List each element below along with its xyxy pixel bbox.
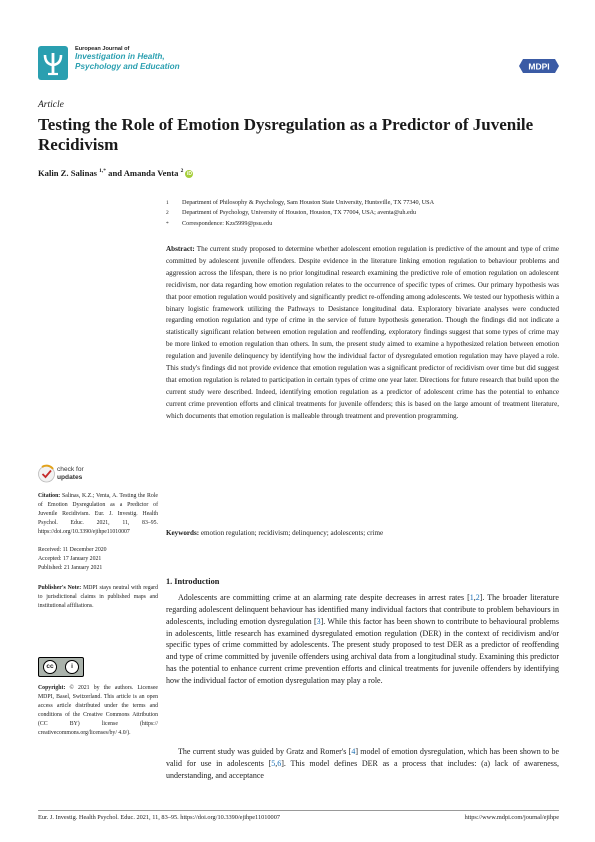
citation-link[interactable]: 2 — [475, 593, 480, 602]
footer-journal-url[interactable]: https://www.mdpi.com/journal/ejihpe — [464, 814, 559, 821]
affiliation-mark: 1 — [166, 200, 169, 206]
affiliation-mark: 2 — [166, 210, 169, 216]
citation-link[interactable]: 5 — [271, 758, 276, 768]
article-title: Testing the Role of Emotion Dysregulation as a Predictor of Juvenile Recidivism — [38, 115, 534, 154]
paragraph-text: ]. The broader literature regarding adolescent delinquent behaviour has identified many individual factors that contribute to problem behaviours in adolescents, including emotion dysregulation [ — [166, 593, 559, 626]
author-name[interactable]: Kalin Z. Salinas — [38, 168, 97, 178]
copyright-text: © 2021 by the authors. Licensee MDPI, Basel, Switzerland. This article is an open access article distributed under the terms and conditions of the Creative Commons Attribution (CC BY) license (https:// creativecommons.org/licenses/by/ 4.0/). — [38, 685, 158, 736]
keywords-text: emotion regulation; recidivism; delinquency; adolescents; crime — [200, 529, 384, 537]
publisher-note — [38, 584, 158, 611]
journal-name-line1: Investigation in Health, — [75, 52, 165, 62]
paragraph-text: Adolescents are committing crime at an alarming rate despite decreases in arrest rates [ — [178, 593, 470, 602]
correspondence-mark: * — [166, 221, 169, 227]
author-affiliation-mark: 2 — [180, 168, 184, 175]
copyright-block — [38, 684, 158, 737]
author-name[interactable]: Amanda Venta — [123, 168, 179, 178]
footer-divider — [38, 810, 559, 811]
journal-name-line2: Psychology and Education — [75, 61, 180, 71]
journal-logo-icon — [38, 46, 68, 80]
abstract-label: Abstract: — [166, 245, 195, 253]
received-date: Received: 11 December 2020 — [38, 547, 107, 553]
cc-icon: cc — [43, 660, 57, 674]
journal-name-small: European Journal of — [75, 46, 130, 52]
mdpi-logo-text: MDPI — [528, 61, 550, 72]
cc-by-icon: i — [65, 660, 79, 674]
check-for-updates-line1: check for — [57, 466, 84, 473]
citation-label: Citation: — [38, 493, 61, 499]
published-date: Published: 21 January 2021 — [38, 564, 103, 571]
check-for-updates-line2: updates — [57, 474, 83, 481]
cc-by-license-badge[interactable] — [38, 657, 84, 677]
affiliation-text: Department of Psychology, University of Houston, Houston, TX 77004, USA; aventa@uh.edu — [182, 209, 416, 216]
copyright-label: Copyright: — [38, 685, 66, 691]
author-conjunction: and — [106, 168, 124, 178]
author-affiliation-mark: 1,* — [99, 168, 107, 175]
journal-name — [75, 46, 180, 71]
check-for-updates-text — [57, 466, 84, 482]
paragraph-text: ]. This model defines DER as a process that includes: (a) lack of awareness, understanding, and acceptance — [166, 758, 559, 780]
correspondence-text[interactable]: Correspondence: Kzs5999@psu.edu — [182, 220, 273, 227]
section-heading-introduction: 1. Introduction — [166, 577, 220, 586]
check-for-updates-icon — [38, 464, 55, 484]
affiliation-text: Department of Philosophy & Psychology, Sam Houston State University, Huntsville, TX 77340, USA — [182, 199, 435, 206]
paragraph-text: ]. While this factor has been shown to contribute to behavioural problems in adolescents, little research has examined dysregulated emotion regulation (DER) in the context of recidivism and/or specific types of crime committed by adolescents. The present study proposed to test DER as a predictor of reoffending and type of crime committed by juvenile offenders using archival data from a longitudinal study. Examining this predictor has the potential to enhance current crime prevention efforts and clinical treatments for juvenile offenders by identifying how the individual factor of emotion dysregulation may play a role. — [166, 616, 559, 685]
author-list — [38, 168, 193, 178]
accepted-date: Accepted: 17 January 2021 — [38, 555, 102, 562]
abstract-text: The current study proposed to determine whether adolescent emotion regulation is predictive of the amount and type of crime committed by adolescent juvenile offenders. Despite evidence in the literature linking emotion regulation to behaviour problems and aggression across the lifespan, there is no prior longitudinal research examining the predictive role of emotion regulation on adolescent recidivism, nor data regarding how emotion regulation relates to the occurrence of specific types of crimes. Our primary hypothesis was that poor emotion regulation would positively and significantly predict re-offending among adolescents. We tested our hypothesis within a binary logistic framework utilizing the Pathways to Desistance longitudinal data. Exploratory bivariate analyses were conducted regarding emotion regulation and type of crime in the service of future hypothesis generation. Though the findings did not indicate a statistically significant relation between emotion regulation and reoffending, exploratory findings suggest that some types of crime may be more linked to emotion regulation than others. In sum, the present study aimed to examine a hypothesized relation between emotion regulation and juvenile delinquency by identifying how the individual factor of dysregulated emotion regulation may have played a role. This study's findings did not provide evidence that emotion regulation was a significant predictor of recidivism over time but did suggest that emotion regulation is related to participation in certain types of crime one year later. Directions for future research that build upon the current study were described. Indeed, identifying emotion regulation as a predictor of adolescent crime has the potential to enhance current crime prevention efforts and clinical treatments for juvenile offenders; this is based on the large amount of treatment literature, which documents that emotion regulation is malleable through treatment and prevention programming. — [166, 245, 559, 420]
keywords — [166, 529, 559, 537]
paragraph-text: The current study was guided by Gratz and Romer's [ — [178, 747, 352, 756]
citation-block — [38, 492, 158, 537]
keywords-label: Keywords: — [166, 529, 200, 537]
article-type: Article — [38, 100, 64, 110]
paragraph-text: , — [275, 758, 278, 768]
citation-link[interactable]: 3 — [316, 616, 321, 626]
paragraph-text: ] model of emotion dysregulation, which has been shown to be valid for use in adolescents [ — [166, 747, 559, 768]
abstract — [166, 244, 559, 423]
publisher-note-label: Publisher's Note: — [38, 585, 82, 591]
intro-paragraph-1 — [166, 592, 559, 687]
citation-link[interactable]: 1 — [469, 593, 474, 602]
footer-citation[interactable]: Eur. J. Investig. Health Psychol. Educ. 2021, 11, 83–95. https://doi.org/10.3390/ejihpe11010007 — [38, 814, 281, 821]
mdpi-logo-icon — [519, 57, 559, 75]
citation-link[interactable]: 6 — [277, 758, 282, 768]
orcid-icon[interactable]: iD — [186, 171, 192, 178]
citation-text[interactable]: Salinas, K.Z.; Venta, A. Testing the Role of Emotion Dysregulation as a Predictor of Juvenile Recidivism. Eur. J. Investig. Health Psychol. Educ. 2021, 11, 83–95. https://doi.org/10.3390/ejihpe11010007 — [38, 493, 158, 535]
paragraph-text: , — [473, 593, 476, 602]
intro-paragraph-2 — [166, 746, 559, 782]
publisher-note-text: MDPI stays neutral with regard to jurisdictional claims in published maps and institutional affiliations. — [38, 585, 159, 609]
check-for-updates-button[interactable] — [38, 464, 100, 486]
citation-link[interactable]: 4 — [351, 747, 356, 756]
dates-block — [38, 546, 158, 573]
